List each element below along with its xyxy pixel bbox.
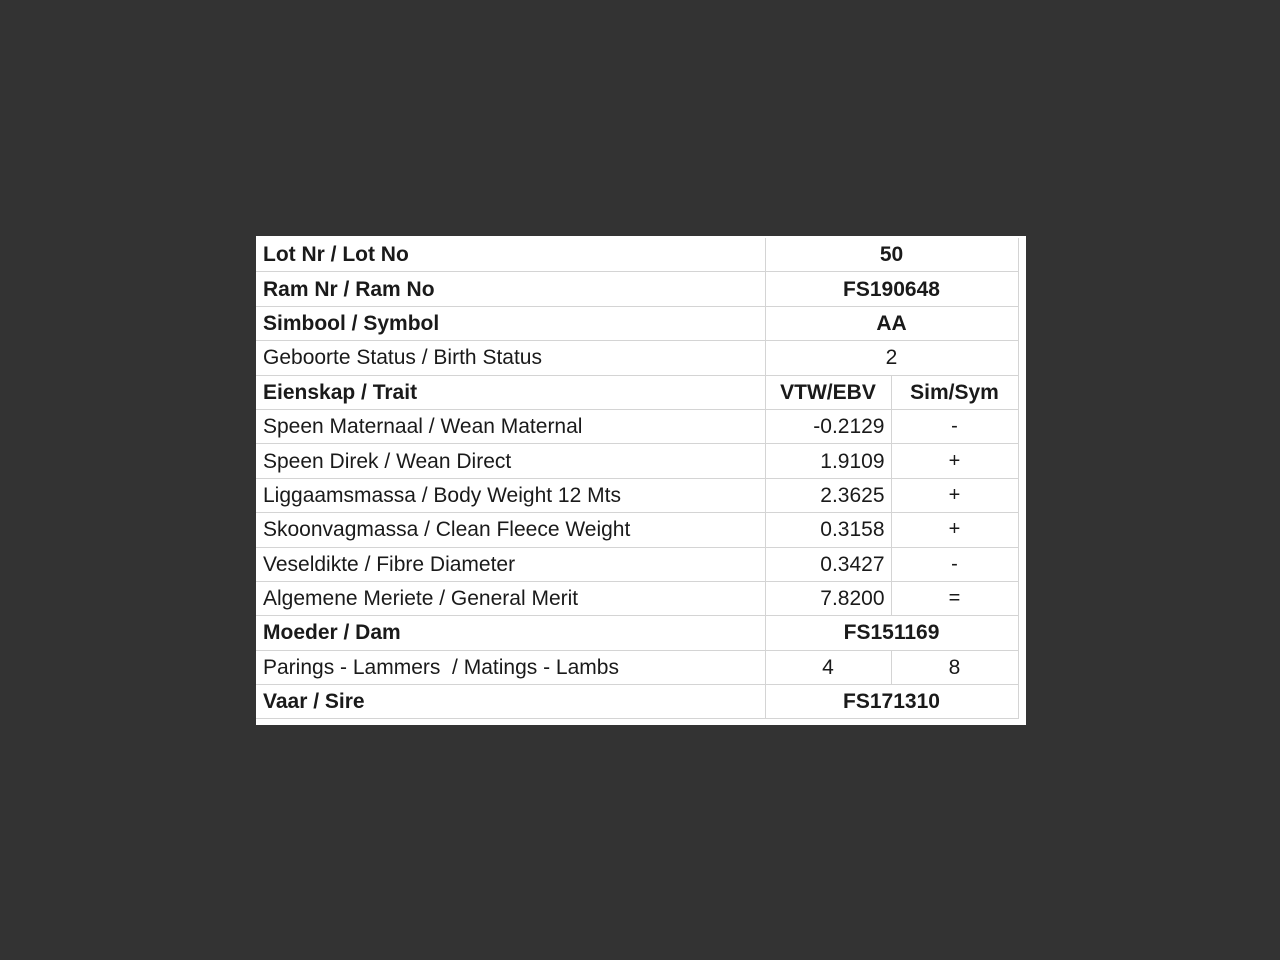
matings-label: Parings - Lammers / Matings - Lambs bbox=[256, 650, 765, 684]
sire-row bbox=[256, 685, 1018, 719]
trait-row bbox=[256, 581, 1018, 615]
trait-ebv: 1.9109 bbox=[765, 444, 891, 478]
trait-row bbox=[256, 478, 1018, 512]
ram-label: Ram Nr / Ram No bbox=[256, 272, 765, 306]
trait-symbol: + bbox=[891, 513, 1018, 547]
trait-ebv: -0.2129 bbox=[765, 409, 891, 443]
trait-symbol: + bbox=[891, 478, 1018, 512]
sym-column-header: Sim/Sym bbox=[891, 375, 1018, 409]
trait-symbol: - bbox=[891, 409, 1018, 443]
trait-label: Speen Maternaal / Wean Maternal bbox=[256, 409, 765, 443]
trait-ebv: 0.3158 bbox=[765, 513, 891, 547]
trait-symbol: - bbox=[891, 547, 1018, 581]
sire-label: Vaar / Sire bbox=[256, 685, 765, 719]
matings-count: 4 bbox=[765, 650, 891, 684]
ram-row bbox=[256, 272, 1018, 306]
trait-row bbox=[256, 409, 1018, 443]
trait-label: Veseldikte / Fibre Diameter bbox=[256, 547, 765, 581]
ram-value: FS190648 bbox=[765, 272, 1018, 306]
trait-symbol: + bbox=[891, 444, 1018, 478]
trait-label: Algemene Meriete / General Merit bbox=[256, 581, 765, 615]
dam-label: Moeder / Dam bbox=[256, 616, 765, 650]
trait-row bbox=[256, 513, 1018, 547]
birth-status-row bbox=[256, 341, 1018, 375]
sire-value: FS171310 bbox=[765, 685, 1018, 719]
dam-row bbox=[256, 616, 1018, 650]
lot-label: Lot Nr / Lot No bbox=[256, 238, 765, 272]
trait-ebv: 0.3427 bbox=[765, 547, 891, 581]
ebv-column-header: VTW/EBV bbox=[765, 375, 891, 409]
trait-header-row bbox=[256, 375, 1018, 409]
birth-status-value: 2 bbox=[765, 341, 1018, 375]
lot-value: 50 bbox=[765, 238, 1018, 272]
lot-info-sheet bbox=[256, 236, 1026, 725]
trait-label: Liggaamsmassa / Body Weight 12 Mts bbox=[256, 478, 765, 512]
dam-value: FS151169 bbox=[765, 616, 1018, 650]
symbol-row bbox=[256, 306, 1018, 340]
trait-ebv: 2.3625 bbox=[765, 478, 891, 512]
trait-label: Skoonvagmassa / Clean Fleece Weight bbox=[256, 513, 765, 547]
trait-row bbox=[256, 547, 1018, 581]
matings-row bbox=[256, 650, 1018, 684]
lot-row bbox=[256, 238, 1018, 272]
trait-row bbox=[256, 444, 1018, 478]
trait-header-label: Eienskap / Trait bbox=[256, 375, 765, 409]
symbol-label: Simbool / Symbol bbox=[256, 306, 765, 340]
trait-ebv: 7.8200 bbox=[765, 581, 891, 615]
trait-label: Speen Direk / Wean Direct bbox=[256, 444, 765, 478]
lambs-count: 8 bbox=[891, 650, 1018, 684]
lot-info-table bbox=[256, 238, 1019, 719]
symbol-value: AA bbox=[765, 306, 1018, 340]
trait-symbol: = bbox=[891, 581, 1018, 615]
birth-status-label: Geboorte Status / Birth Status bbox=[256, 341, 765, 375]
